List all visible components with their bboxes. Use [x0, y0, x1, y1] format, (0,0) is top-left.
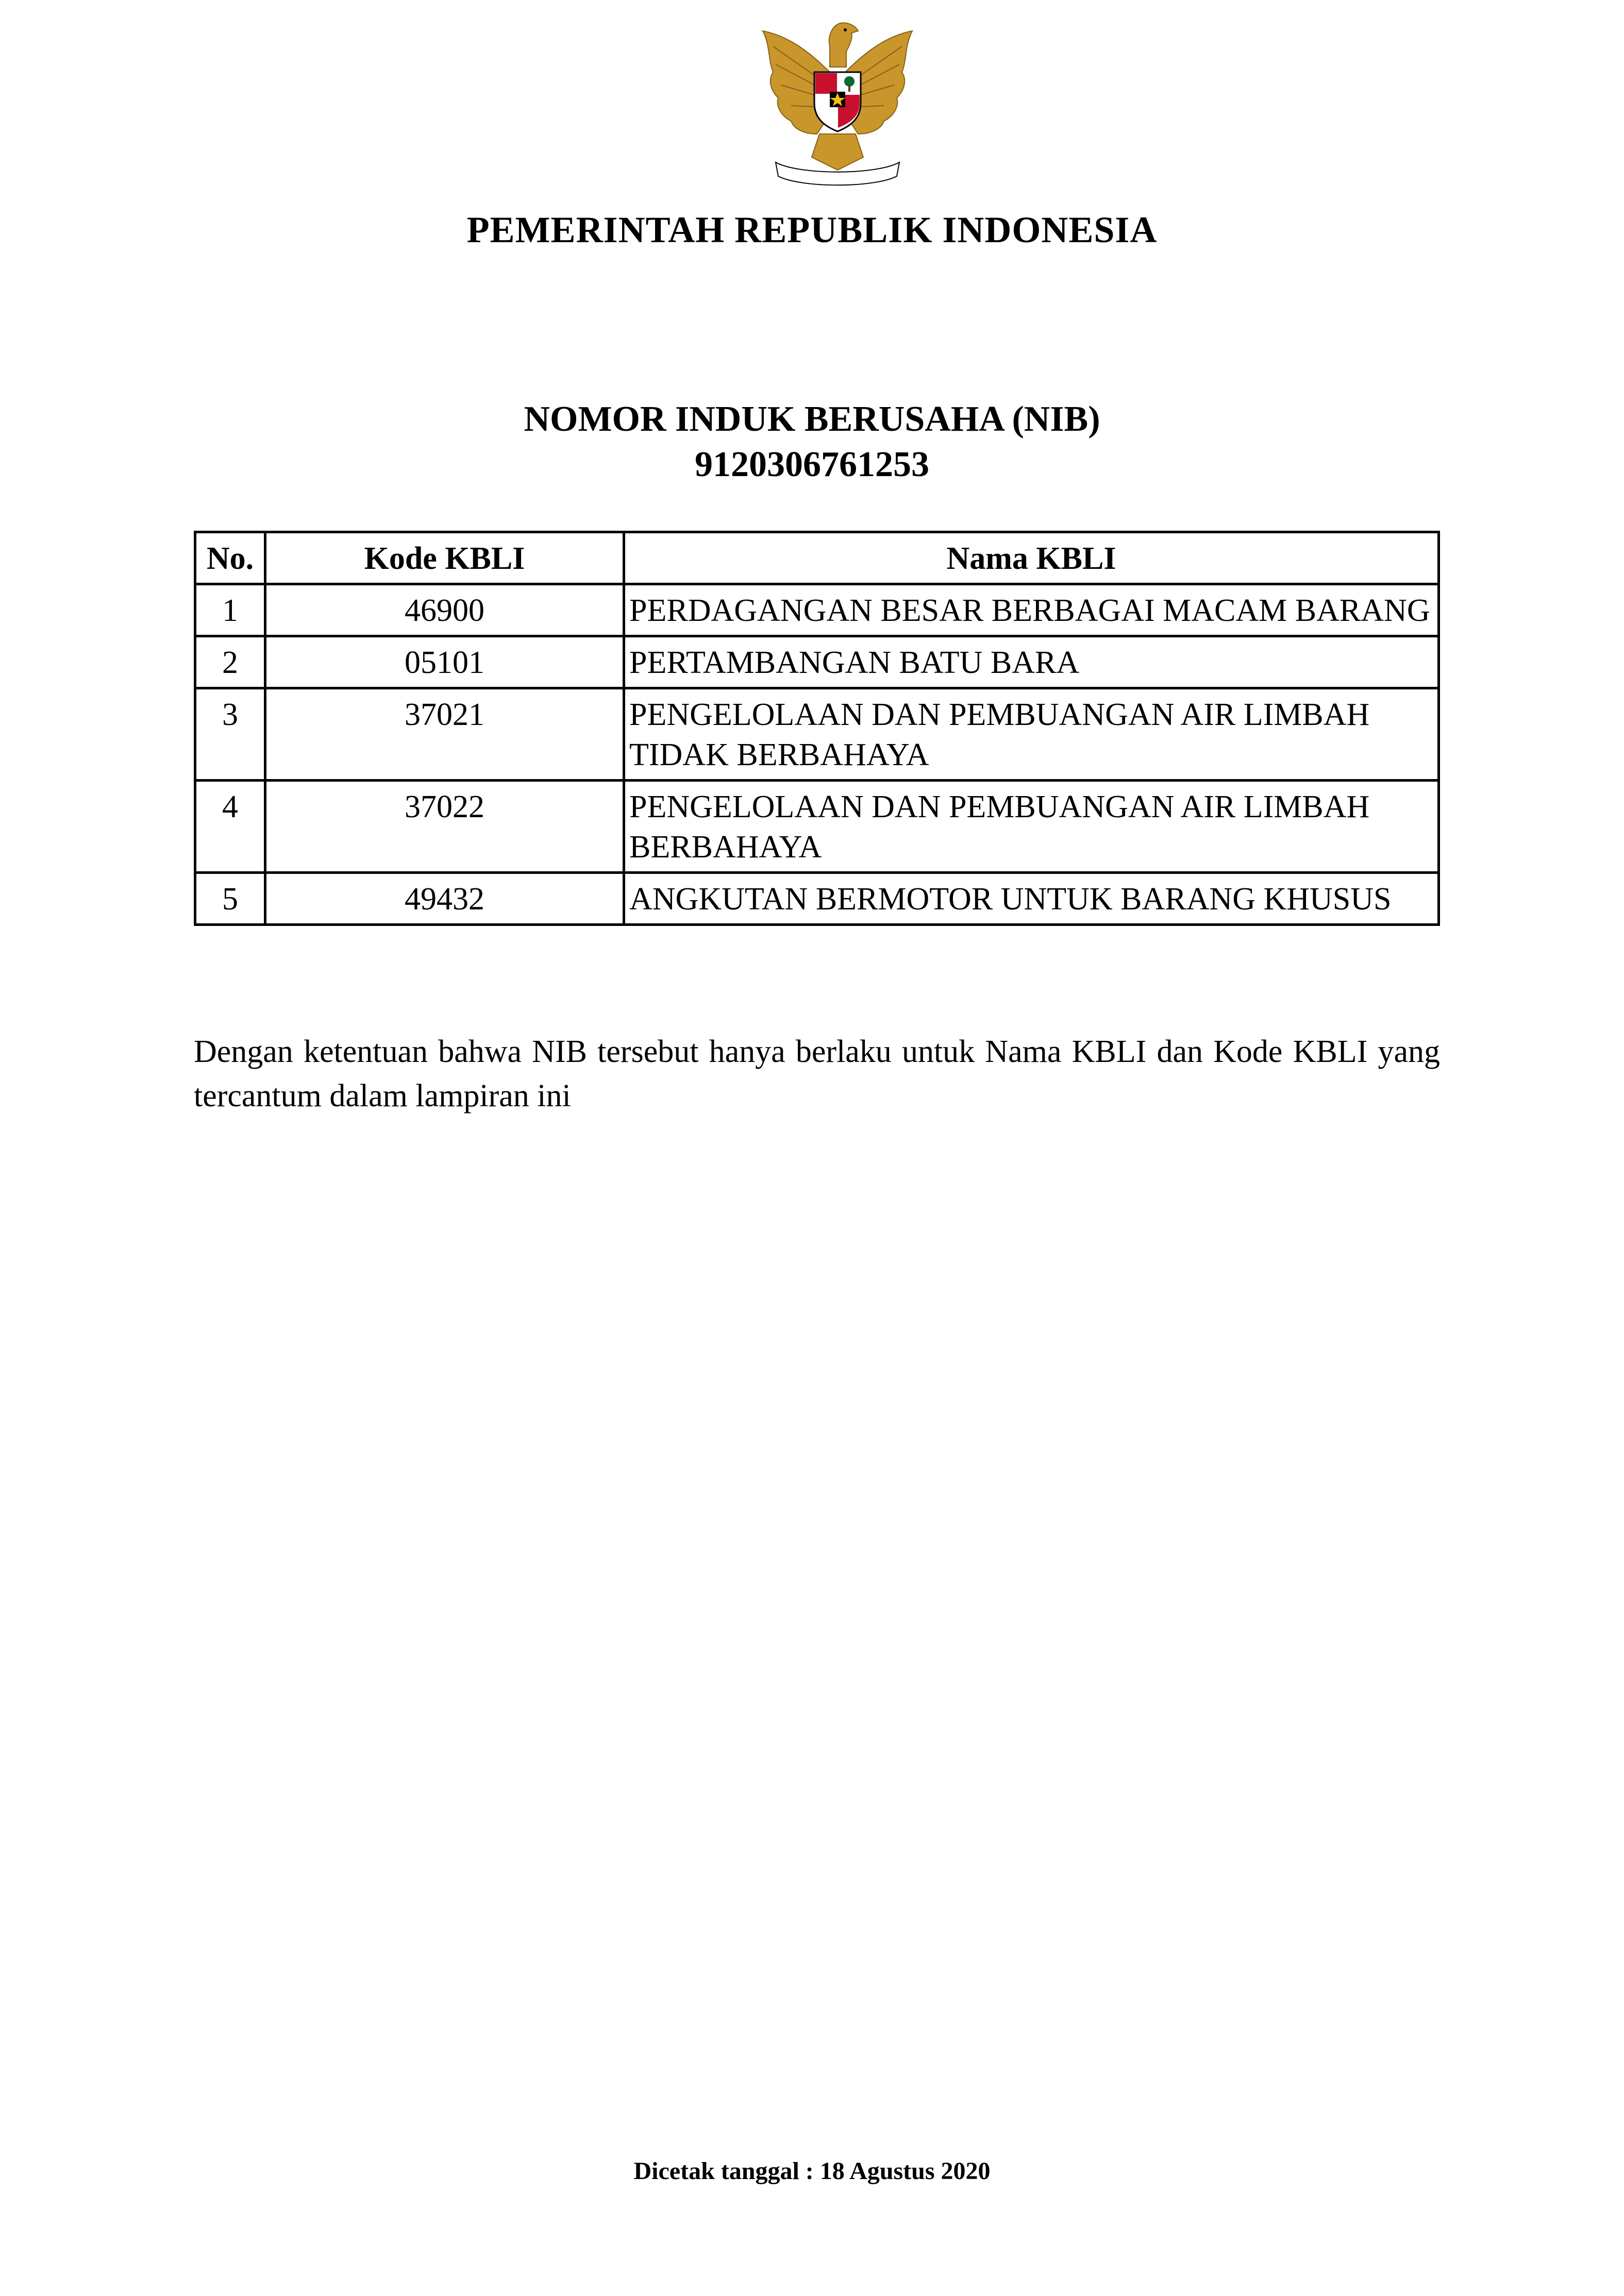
nib-title: NOMOR INDUK BERUSAHA (NIB) — [524, 399, 1100, 439]
cell-no: 2 — [195, 636, 265, 688]
cell-kode: 46900 — [265, 584, 624, 636]
cell-kode: 37021 — [265, 688, 624, 781]
nib-block — [0, 397, 1624, 487]
cell-kode: 05101 — [265, 636, 624, 688]
cell-nama: PENGELOLAAN DAN PEMBUANGAN AIR LIMBAH BERBAHAYA — [624, 781, 1439, 873]
table-row — [195, 873, 1439, 925]
cell-kode: 49432 — [265, 873, 624, 925]
cell-no: 1 — [195, 584, 265, 636]
column-header-nama: Nama KBLI — [624, 532, 1439, 584]
cell-nama: PENGELOLAAN DAN PEMBUANGAN AIR LIMBAH TIDAK BERBAHAYA — [624, 688, 1439, 781]
table-header-row — [195, 532, 1439, 584]
garuda-pancasila-emblem-icon — [752, 15, 923, 188]
table-row — [195, 636, 1439, 688]
cell-no: 5 — [195, 873, 265, 925]
government-title: PEMERINTAH REPUBLIK INDONESIA — [466, 209, 1158, 250]
validity-note: Dengan ketentuan bahwa NIB tersebut hanya berlaku untuk Nama KBLI dan Kode KBLI yang tercantum dalam lampiran ini — [194, 1034, 1440, 1113]
column-header-kode: Kode KBLI — [265, 532, 624, 584]
table-row — [195, 584, 1439, 636]
cell-kode: 37022 — [265, 781, 624, 873]
column-header-no: No. — [195, 532, 265, 584]
cell-no: 4 — [195, 781, 265, 873]
cell-nama: PERDAGANGAN BESAR BERBAGAI MACAM BARANG — [624, 584, 1439, 636]
printed-date: Dicetak tanggal : 18 Agustus 2020 — [633, 2157, 991, 2185]
cell-nama: PERTAMBANGAN BATU BARA — [624, 636, 1439, 688]
cell-nama: ANGKUTAN BERMOTOR UNTUK BARANG KHUSUS — [624, 873, 1439, 925]
nib-number: 9120306761253 — [695, 445, 929, 484]
table-row — [195, 688, 1439, 781]
table-row — [195, 781, 1439, 873]
cell-no: 3 — [195, 688, 265, 781]
kbli-table — [194, 531, 1440, 926]
